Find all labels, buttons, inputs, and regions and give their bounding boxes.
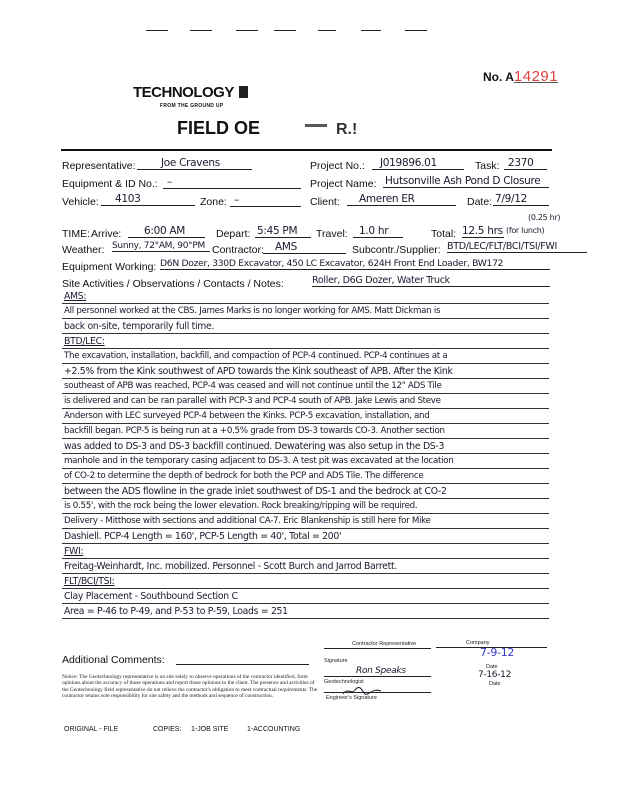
header-divider <box>61 149 552 151</box>
note-rule <box>62 588 549 589</box>
engineer-signature-label: Engineer's Signature <box>326 695 377 701</box>
task-value: 2370 <box>504 157 547 170</box>
scan-mark <box>146 30 168 31</box>
title-smudge <box>305 124 327 127</box>
total-note-top: (0.25 hr) <box>528 213 561 222</box>
representative-value: Joe Cravens <box>137 157 252 170</box>
scan-mark <box>274 30 296 31</box>
form-number <box>483 68 558 86</box>
note-rule <box>62 498 549 499</box>
total-label: Total: <box>431 228 457 240</box>
project-name-label: Project Name: <box>310 178 377 190</box>
subcontr-value: BTD/LEC/FLT/BCI/TSI/FWI <box>447 241 587 253</box>
geotechnologist-label: Geotechnologist <box>324 679 364 685</box>
weather-value: Sunny, 72°AM, 90°PM <box>112 241 210 252</box>
note-rule <box>62 603 549 604</box>
date-label-2: Date <box>489 681 501 687</box>
equipment-working-label: Equipment Working: <box>62 261 157 273</box>
note-rule <box>62 333 549 334</box>
engineer-signature-line <box>324 692 431 693</box>
note-rule <box>62 363 549 364</box>
note-line: Clay Placement - Southbound Section C <box>64 591 238 602</box>
note-line: of CO-2 to determine the depth of bedrock for both the PCP and ADS Tile. The difference <box>64 471 424 481</box>
footer-job-site: 1-JOB SITE <box>191 726 229 733</box>
note-rule <box>62 348 549 349</box>
note-line: All personnel worked at the CBS. James Marks is no longer working for AMS. Matt Dickman is <box>64 306 441 316</box>
depart-label: Depart: <box>216 228 251 240</box>
scan-mark <box>318 30 336 31</box>
scan-mark <box>236 30 258 31</box>
total-value: 12.5 hrs <box>462 225 503 237</box>
note-line: Freitag-Weinhardt, Inc. mobilized. Personnel - Scott Burch and Jarrod Barrett. <box>64 561 397 572</box>
note-line: back on-site, temporarily full time. <box>64 321 215 332</box>
note-line: was added to DS-3 and DS-3 backfill continued. Dewatering was also setup in the DS-3 <box>64 441 445 452</box>
zone-value: – <box>230 194 301 207</box>
equipment-id-label: Equipment & ID No.: <box>62 178 158 190</box>
date-label: Date: <box>467 196 493 208</box>
scan-mark <box>361 30 381 31</box>
scan-mark <box>190 30 212 31</box>
note-rule <box>62 378 549 379</box>
note-line: is 0.55', with the rock being the lower elevation. Rock breaking/ripping will be required. <box>64 501 418 511</box>
contractor-label: Contractor: <box>212 244 264 256</box>
travel-value: 1.0 hr <box>353 225 403 238</box>
vehicle-label: Vehicle: <box>62 196 99 208</box>
note-rule <box>62 513 549 514</box>
page-title: FIELD OE <box>177 118 261 138</box>
note-rule <box>62 408 549 409</box>
travel-label: Travel: <box>316 228 348 240</box>
form-number-label: No. A <box>483 70 514 84</box>
note-rule <box>62 558 549 559</box>
additional-comments-line <box>176 664 309 665</box>
additional-comments-label: Additional Comments: <box>62 654 165 666</box>
contractor-rep-line <box>324 648 431 649</box>
signature-label: Signature <box>324 658 348 664</box>
note-rule <box>62 438 549 439</box>
footer-original: ORIGINAL - FILE <box>64 726 119 733</box>
note-rule <box>62 468 549 469</box>
form-number-value: 14291 <box>513 68 559 85</box>
total-note-bottom: (for lunch) <box>506 226 545 235</box>
note-line: manhole and in the temporary casing adjacent to DS-3. A test pit was excavated at the location <box>64 456 454 466</box>
note-line: Delivery - Mitthose with sections and additional CA-7. Eric Blankenship is still here for Mike <box>64 516 431 526</box>
note-line: Dashiell. PCP-4 Length = 160', PCP-5 Length = 40', Total = 200' <box>64 531 342 542</box>
company-date-value: 7-9-12 <box>480 646 515 659</box>
note-line: Area = P-46 to P-49, and P-53 to P-59, Loads = 251 <box>64 606 288 617</box>
date-label-1: Date <box>486 664 498 670</box>
subcontr-label: Subcontr./Supplier: <box>352 244 441 256</box>
note-rule <box>62 573 549 574</box>
note-line: +2.5% from the Kink southwest of APD towards the Kink southeast of APB. After the Kink <box>64 366 453 377</box>
logo-tagline: FROM THE GROUND UP <box>160 103 224 109</box>
project-no-label: Project No.: <box>310 160 365 172</box>
note-rule <box>62 543 549 544</box>
note-line: The excavation, installation, backfill, and compaction of PCP-4 continued. PCP-4 continues at a <box>64 351 448 361</box>
footer-accounting: 1-ACCOUNTING <box>247 726 301 733</box>
logo-text: TECHNOLOGY <box>133 84 234 101</box>
client-label: Client: <box>310 196 340 208</box>
geotech-date-value: 7-16-12 <box>478 670 512 680</box>
vehicle-value: 4103 <box>101 193 195 206</box>
note-rule <box>62 318 549 319</box>
depart-value: 5:45 PM <box>255 225 311 238</box>
project-name-value: Hutsonville Ash Pond D Closure <box>383 175 549 188</box>
scan-mark <box>405 30 427 31</box>
note-rule <box>62 618 549 619</box>
arrive-label: Arrive: <box>91 228 122 240</box>
note-rule <box>62 528 549 529</box>
note-line: Anderson with LEC surveyed PCP-4 between the Kinks. PCP-5 excavation, installation, and <box>64 411 430 421</box>
signature-value: Ron Speaks <box>356 666 406 676</box>
company-logo <box>133 84 248 102</box>
equipment-working-value: D6N Dozer, 330D Excavator, 450 LC Excavator, 624H Front End Loader, BW172 <box>160 258 550 270</box>
note-rule <box>62 303 549 304</box>
arrive-value: 6:00 AM <box>128 225 205 238</box>
note-rule <box>62 423 549 424</box>
logo-mark-icon <box>239 86 248 98</box>
note-line: backfill began. PCP-5 is being run at a +0.5% grade from DS-3 towards CO-3. Another section <box>64 426 445 436</box>
equipment-id-value: – <box>163 176 301 189</box>
time-label: TIME: <box>62 228 90 240</box>
signature-line <box>324 676 431 677</box>
date-value: 7/9/12 <box>493 193 549 206</box>
weather-label: Weather: <box>62 244 105 256</box>
site-activities-first-value: Roller, D6G Dozer, Water Truck <box>312 275 550 287</box>
note-line: is delivered and can be ran parallel with PCP-3 and PCP-4 south of APB. Jake Lewis and Steve <box>64 396 441 406</box>
page-title-fragment: R.! <box>336 121 358 138</box>
company-label: Company <box>466 640 490 646</box>
note-rule <box>62 483 549 484</box>
note-line: AMS: <box>64 291 87 302</box>
notice-text: Notice: The Geotechnology representative is on site solely to observe operations of the contractor identified, form opinions about the accuracy of those operations and report those opinions to the client. The presence and activities of the Geotechnology field representative do not relieve the contractor's obligation to meet contractual requirements. The contractor retains sole responsibility for site safety and the methods and sequence of construction. <box>62 674 318 699</box>
client-value: Ameren ER <box>347 193 456 206</box>
contractor-value: AMS <box>263 241 346 254</box>
note-rule <box>62 453 549 454</box>
project-no-value: J019896.01 <box>372 157 464 170</box>
site-activities-label: Site Activities / Observations / Contacts / Notes: <box>62 278 284 290</box>
footer-copies: COPIES: <box>153 726 182 733</box>
zone-label: Zone: <box>200 196 227 208</box>
note-line: FWI: <box>64 546 84 557</box>
contractor-rep-label: Contractor Representative <box>352 641 417 647</box>
note-line: between the ADS flowline in the grade inlet southwest of DS-1 and the bedrock at CO-2 <box>64 486 447 497</box>
note-rule <box>62 393 549 394</box>
note-line: southeast of APB was reached, PCP-4 was ceased and will not continue until the 12" ADS Tile <box>64 381 442 391</box>
note-line: BTD/LEC: <box>64 336 105 347</box>
task-label: Task: <box>475 160 500 172</box>
note-line: FLT/BCI/TSI: <box>64 576 115 587</box>
representative-label: Representative: <box>62 160 136 172</box>
